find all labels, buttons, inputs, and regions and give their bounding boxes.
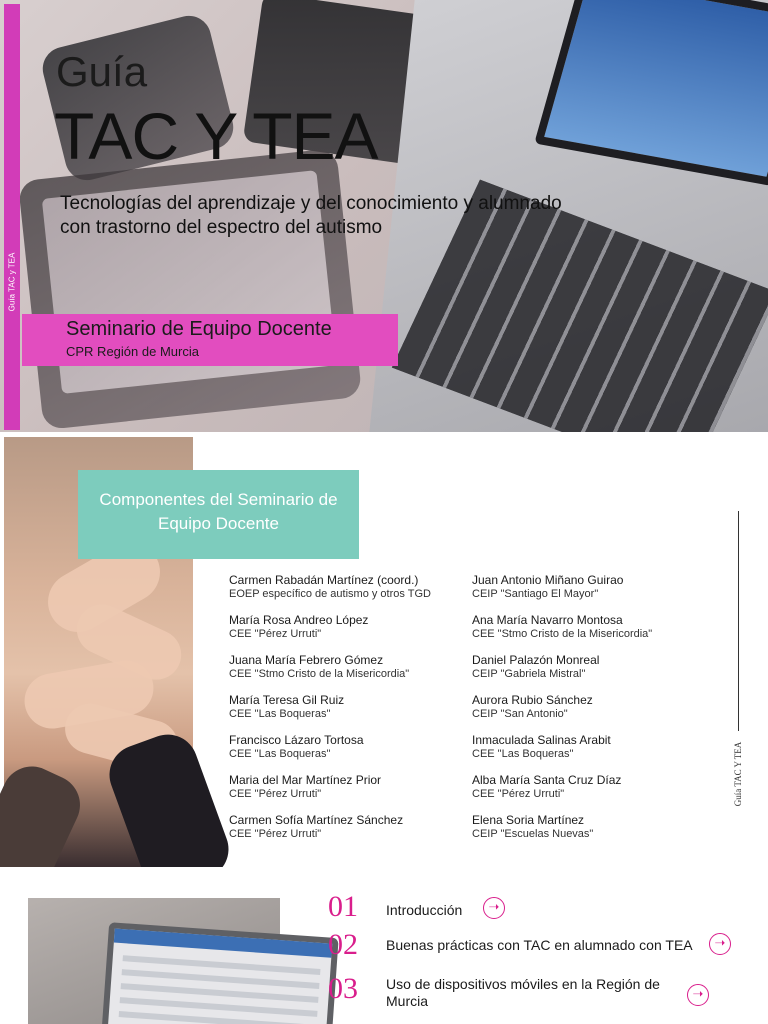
member-school: CEIP "Gabriela Mistral" [472,668,586,680]
seminar-band-title: Seminario de Equipo Docente [66,318,332,340]
laptop-screen [534,0,768,186]
cover-page [0,0,768,432]
member-entry [229,733,465,761]
member-name: María Teresa Gil Ruiz [229,693,345,707]
member-name: Juana María Febrero Gómez [229,653,384,667]
member-name: Francisco Lázaro Tortosa [229,733,364,747]
cover-subtitle: Tecnologías del aprendizaje y del conocimiento y alumnado con trastorno del espectro del autismo [60,193,562,238]
member-name: Carmen Rabadán Martínez (coord.) [229,573,419,587]
member-school: EOEP específico de autismo y otros TGD [229,588,431,600]
member-name: Ana María Navarro Montosa [472,613,623,627]
sleeve-shape [0,757,90,867]
member-school: CEIP "Santiago El Mayor" [472,588,599,600]
member-school: CEE "Pérez Urruti" [229,828,322,840]
member-name: Inmaculada Salinas Arabit [472,733,611,747]
member-entry [229,653,465,681]
member-school: CEE "Stmo Cristo de la Misericordia" [229,668,410,680]
member-entry [472,813,708,841]
member-entry [472,573,708,601]
side-rule [738,511,739,731]
member-name: Aurora Rubio Sánchez [472,693,593,707]
spine-text: Guía TAC y TEA [7,252,17,312]
member-entry [472,773,708,801]
member-school: CEE "Pérez Urruti" [229,628,322,640]
member-school: CEE "Stmo Cristo de la Misericordia" [472,628,653,640]
member-entry [229,693,465,721]
member-school: CEE "Las Boqueras" [472,748,574,760]
member-school: CEE "Las Boqueras" [229,708,331,720]
member-entry [472,613,708,641]
member-entry [229,613,465,641]
member-entry [229,773,465,801]
member-school: CEIP "San Antonio" [472,708,568,720]
members-heading: Componentes del Seminario de Equipo Docente [99,490,338,533]
cover-title-main: TAC Y TEA [54,99,378,173]
arrow-right-circle-icon[interactable]: ➝ [709,933,731,955]
member-name: Alba María Santa Cruz Díaz [472,773,622,787]
member-name: Carmen Sofía Martínez Sánchez [229,813,404,827]
members-page [0,437,768,867]
toc-number: 01 [328,890,358,923]
member-entry [472,653,708,681]
toc-item-introduccion[interactable]: Introducción [386,902,463,918]
member-school: CEIP "Escuelas Nuevas" [472,828,594,840]
arrow-right-circle-icon[interactable]: ➝ [687,984,709,1006]
member-name: Juan Antonio Miñano Guirao [472,573,624,587]
member-name: Elena Soria Martínez [472,813,585,827]
cover-title-guia: Guía [56,48,148,95]
tablet-photo [18,148,362,430]
toc-item-buenas-practicas[interactable]: Buenas prácticas con TAC en alumnado con TEA [386,937,693,953]
laptop-photo [28,898,280,1024]
side-running-title: Guía TAC Y TEA [733,741,743,807]
member-entry [472,733,708,761]
member-name: Maria del Mar Martínez Prior [229,773,382,787]
member-school: CEE "Las Boqueras" [229,748,331,760]
members-heading-box [78,470,359,559]
cover-spine [4,4,20,430]
member-entry [229,573,465,601]
seminar-band-subtitle: CPR Región de Murcia [66,344,199,359]
toc-number: 02 [328,928,358,961]
member-school: CEE "Pérez Urruti" [229,788,322,800]
member-school: CEE "Pérez Urruti" [472,788,565,800]
index-page [0,872,768,1024]
laptop-screen [99,922,338,1024]
member-name: María Rosa Andreo López [229,613,369,627]
member-entry [229,813,465,841]
member-entry [472,693,708,721]
arrow-right-circle-icon[interactable]: ➝ [483,897,505,919]
seminar-band [22,314,398,366]
member-name: Daniel Palazón Monreal [472,653,600,667]
toc-number: 03 [328,972,358,1005]
window-titlebar [114,929,332,958]
toc-item-dispositivos-moviles[interactable]: Uso de dispositivos móviles en la Región de Murcia [386,976,660,1009]
